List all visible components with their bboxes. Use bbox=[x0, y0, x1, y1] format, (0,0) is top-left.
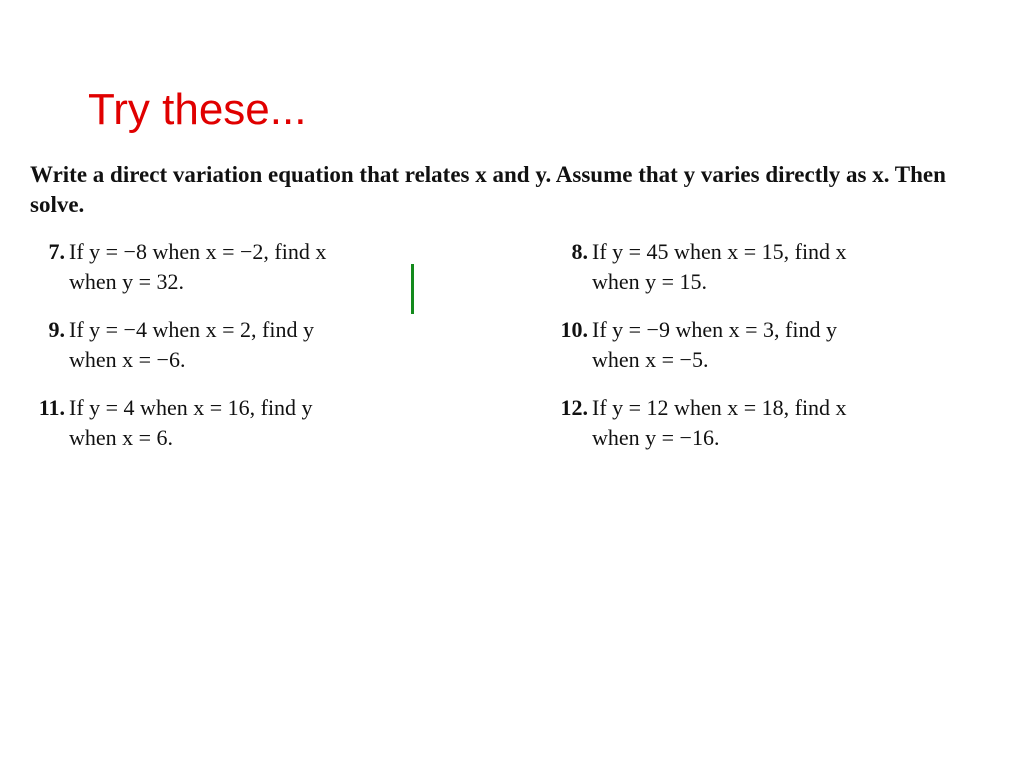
problem-line-2: when x = 6. bbox=[69, 425, 174, 450]
problem-9 bbox=[48, 315, 509, 375]
problem-number: 12. bbox=[560, 395, 588, 420]
problem-line-2: when x = −5. bbox=[592, 347, 709, 372]
problem-number: 9. bbox=[48, 317, 65, 342]
problem-line-1: If y = 45 when x = 15, find x bbox=[592, 239, 847, 264]
problem-line-1: If y = 12 when x = 18, find x bbox=[592, 395, 847, 420]
problem-line-1: If y = −4 when x = 2, find y bbox=[69, 317, 314, 342]
problem-number: 8. bbox=[571, 239, 588, 264]
problem-line-1: If y = 4 when x = 16, find y bbox=[69, 395, 313, 420]
problem-12 bbox=[560, 393, 1023, 453]
problem-number: 11. bbox=[38, 395, 65, 420]
problem-line-2: when y = −16. bbox=[592, 425, 720, 450]
problem-line-1: If y = −9 when x = 3, find y bbox=[592, 317, 837, 342]
problem-line-1: If y = −8 when x = −2, find x bbox=[69, 239, 327, 264]
problem-8 bbox=[571, 237, 1023, 297]
problem-line-2: when x = −6. bbox=[69, 347, 186, 372]
slide-title: Try these... bbox=[88, 85, 307, 134]
problem-11 bbox=[38, 393, 509, 453]
problem-line-2: when y = 15. bbox=[592, 269, 708, 294]
problem-number: 7. bbox=[48, 239, 65, 264]
problem-number: 10. bbox=[560, 317, 588, 342]
problem-line-2: when y = 32. bbox=[69, 269, 185, 294]
problem-10 bbox=[560, 315, 1023, 375]
instructions-text: Write a direct variation equation that relates x and y. Assume that y varies directly as x. Then solve. bbox=[30, 162, 946, 217]
problem-7 bbox=[48, 237, 509, 297]
green-annotation-mark bbox=[411, 264, 414, 314]
